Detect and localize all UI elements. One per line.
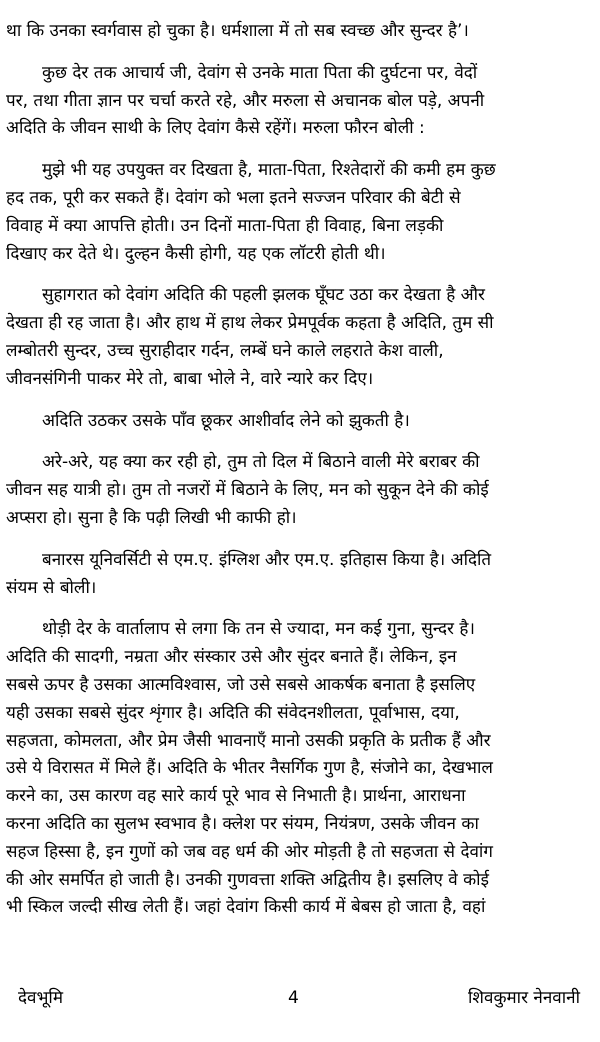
paragraph bbox=[6, 157, 578, 268]
footer-book-title: देवभूमि bbox=[18, 988, 63, 1008]
text-line: देखता ही रह जाता है। और हाथ में हाथ लेकर प्रेमपूर्वक कहता है अदिति, तुम सी bbox=[6, 313, 494, 334]
text-line: सहजता, कोमलता, और प्रेम जैसी भावनाएँ मानो उसकी प्रकृति के प्रतीक हैं और bbox=[6, 730, 491, 751]
text-line: भी स्किल जल्दी सीख लेती हैं। जहां देवांग किसी कार्य में बेबस हो जाता है, वहां bbox=[6, 897, 486, 918]
paragraph bbox=[6, 18, 578, 46]
text-line: संयम से बोली। bbox=[6, 577, 97, 598]
paragraph-gap bbox=[6, 533, 578, 547]
text-line: जीवन सह यात्री हो। तुम तो नजरों में बिठाने के लिए, मन को सुकून देने की कोई bbox=[6, 480, 489, 501]
paragraph bbox=[6, 60, 578, 143]
page-footer bbox=[0, 984, 600, 1012]
text-line: था कि उनका स्वर्गवास हो चुका है। धर्मशाला में तो सब स्वच्छ और सुन्दर है’। bbox=[6, 21, 469, 41]
text-line: अदिति की सादगी, नम्रता और संस्कार उसे और सुंदर बनाते हैं। लेकिन, इन bbox=[6, 647, 457, 668]
text-line: कुछ देर तक आचार्य जी, देवांग से उनके माता पिता की दुर्घटना पर, वेदों bbox=[42, 62, 478, 83]
text-line: अरे-अरे, यह क्या कर रही हो, तुम तो दिल में बिठाने वाली मेरे बराबर की bbox=[42, 452, 480, 473]
text-line: यही उसका सबसे सुंदर शृंगार है। अदिति की संवेदनशीलता, पूर्वाभास, दया, bbox=[6, 702, 460, 723]
paragraph-gap bbox=[6, 143, 578, 157]
text-line: सबसे ऊपर है उसका आत्मविश्वास, जो उसे सबसे आकर्षक बनाता है इसलिए bbox=[6, 674, 476, 695]
text-line: दिखाए कर देते थे। दुल्हन कैसी होगी, यह एक लॉटरी होती थी। bbox=[6, 243, 386, 264]
paragraph-gap bbox=[6, 394, 578, 408]
paragraph-gap bbox=[6, 435, 578, 449]
paragraph bbox=[6, 408, 578, 436]
text-line: सुहागरात को देवांग अदिति की पहली झलक घूँघट उठा कर देखता है और bbox=[42, 285, 485, 306]
text-line: उसे ये विरासत में मिले हैं। अदिति के भीतर नैसर्गिक गुण है, संजोने का, देखभाल bbox=[6, 758, 493, 779]
paragraph bbox=[6, 449, 578, 532]
paragraph bbox=[6, 616, 578, 922]
text-line: जीवनसंगिनी पाकर मेरे तो, बाबा भोले ने, वारे न्यारे कर दिए। bbox=[6, 368, 374, 389]
footer-author-name: शिवकुमार नेनवानी bbox=[468, 988, 580, 1008]
text-line: विवाह में क्या आपत्ति होती। उन दिनों माता-पिता ही विवाह, बिना लड़की bbox=[6, 215, 444, 236]
paragraph-gap bbox=[6, 268, 578, 282]
text-line: हद तक, पूरी कर सकते हैं। देवांग को भला इतने सज्जन परिवार की बेटी से bbox=[6, 187, 461, 208]
paragraph bbox=[6, 547, 578, 603]
text-line: पर, तथा गीता ज्ञान पर चर्चा करते रहे, और मरुला से अचानक बोल पड़े, अपनी bbox=[6, 90, 485, 111]
text-line: मुझे भी यह उपयुक्त वर दिखता है, माता-पिता, रिश्तेदारों की कमी हम कुछ bbox=[42, 160, 496, 181]
page-number: 4 bbox=[288, 988, 299, 1008]
text-line: करने का, उस कारण वह सारे कार्य पूरे भाव से निभाती है। प्रार्थना, आराधना bbox=[6, 786, 466, 807]
paragraph-gap bbox=[6, 46, 578, 60]
text-line: थोड़ी देर के वार्तालाप से लगा कि तन से ज्यादा, मन कई गुना, सुन्दर है। bbox=[42, 619, 475, 640]
text-line: की ओर समर्पित हो जाती है। उनकी गुणवत्ता शक्ति अद्वितीय है। इसलिए वे कोई bbox=[6, 869, 489, 890]
text-line: सहज हिस्सा है, इन गुणों को जब वह धर्म की ओर मोड़ती है तो सहजता से देवांग bbox=[6, 841, 493, 862]
text-line: बनारस यूनिवर्सिटी से एम.ए. इंग्लिश और एम.ए. इतिहास किया है। अदिति bbox=[42, 549, 492, 570]
text-line: करना अदिति का सुलभ स्वभाव है। क्लेश पर संयम, नियंत्रण, उसके जीवन का bbox=[6, 813, 479, 834]
text-line: लम्बोतरी सुन्दर, उच्च सुराहीदार गर्दन, लम्बें घने काले लहराते केश वाली, bbox=[6, 340, 444, 361]
text-line: अप्सरा हो। सुना है कि पढ़ी लिखी भी काफी हो। bbox=[6, 507, 297, 528]
paragraph-gap bbox=[6, 602, 578, 616]
text-line: अदिति के जीवन साथी के लिए देवांग कैसे रहेंगें। मरुला फौरन बोली : bbox=[6, 118, 425, 139]
paragraph bbox=[6, 282, 578, 393]
text-line: अदिति उठकर उसके पाँव छूकर आशीर्वाद लेने को झुकती है। bbox=[42, 410, 410, 431]
body-text bbox=[6, 18, 578, 922]
